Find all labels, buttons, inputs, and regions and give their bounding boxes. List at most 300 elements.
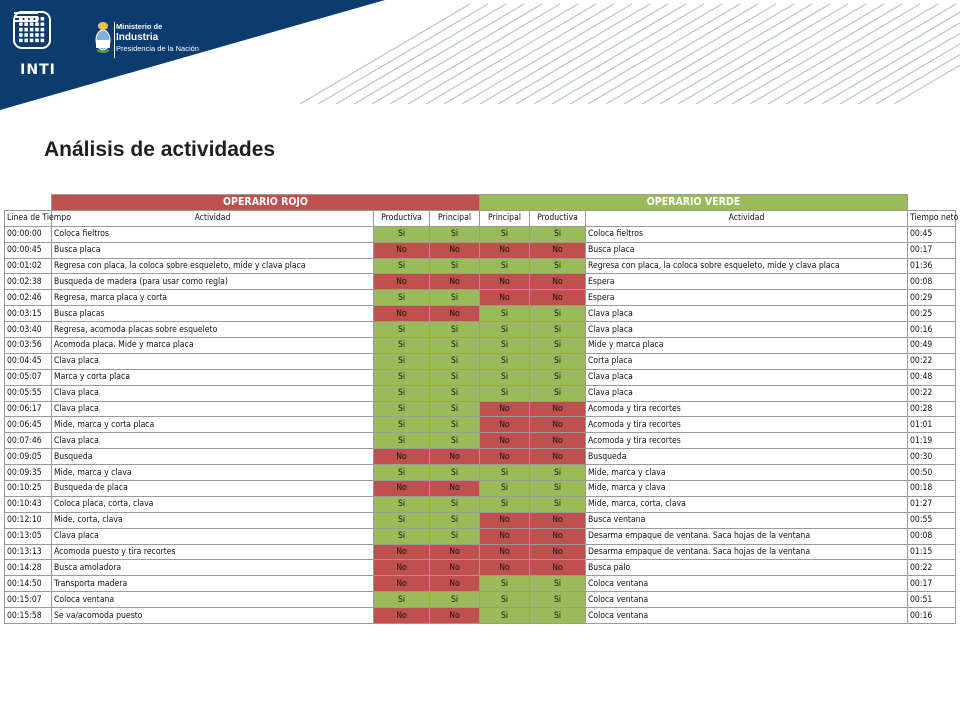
cell-time: 00:04:45	[5, 353, 52, 369]
grid-dot	[41, 17, 45, 21]
cell-productive-verde: Si	[530, 465, 586, 481]
grid-dot	[24, 28, 28, 32]
table-row	[5, 576, 956, 592]
cell-time: 00:13:05	[5, 528, 52, 544]
cell-productive-verde: No	[530, 401, 586, 417]
cell-principal-rojo: No	[430, 576, 480, 592]
cell-principal-verde: Si	[480, 592, 530, 608]
cell-activity-verde: Busca ventana	[586, 512, 908, 528]
cell-productive-rojo: Si	[374, 353, 430, 369]
cell-time: 00:03:15	[5, 306, 52, 322]
cell-time: 00:07:46	[5, 433, 52, 449]
header-stripe	[408, 4, 578, 104]
cell-productive-rojo: Si	[374, 465, 430, 481]
col-activity-left: Actividad	[52, 210, 374, 226]
cell-net-time: 00:51	[908, 592, 956, 608]
inti-logo-text: INTI	[20, 62, 56, 78]
cell-productive-verde: Si	[530, 353, 586, 369]
cell-net-time: 01:15	[908, 544, 956, 560]
cell-net-time: 00:45	[908, 226, 956, 242]
group-operario-verde: OPERARIO VERDE	[480, 195, 908, 211]
cell-principal-rojo: Si	[430, 290, 480, 306]
cell-principal-rojo: Si	[430, 353, 480, 369]
cell-activity-rojo: Clava placa	[52, 385, 374, 401]
header-stripe	[336, 4, 506, 104]
grid-dot	[19, 28, 23, 32]
cell-principal-verde: No	[480, 544, 530, 560]
cell-activity-verde: Clava placa	[586, 322, 908, 338]
cell-productive-verde: Si	[530, 576, 586, 592]
cell-productive-rojo: Si	[374, 592, 430, 608]
cell-principal-verde: No	[480, 560, 530, 576]
cell-productive-verde: Si	[530, 592, 586, 608]
col-principal-right: Principal	[480, 210, 530, 226]
table-row	[5, 290, 956, 306]
cell-activity-rojo: Busca placa	[52, 242, 374, 258]
grid-dot	[30, 39, 34, 43]
cell-productive-verde: Si	[530, 385, 586, 401]
cell-productive-rojo: No	[374, 608, 430, 624]
cell-productive-rojo: No	[374, 306, 430, 322]
cell-activity-verde: Mide, marca y clava	[586, 465, 908, 481]
cell-time: 00:06:45	[5, 417, 52, 433]
table-row	[5, 226, 956, 242]
cell-productive-rojo: Si	[374, 512, 430, 528]
cell-principal-verde: No	[480, 512, 530, 528]
group-spacer-left	[5, 195, 52, 211]
cell-principal-rojo: No	[430, 449, 480, 465]
cell-activity-rojo: Regresa, marca placa y corta	[52, 290, 374, 306]
cell-principal-verde: No	[480, 417, 530, 433]
cell-principal-verde: Si	[480, 338, 530, 354]
cell-principal-rojo: Si	[430, 433, 480, 449]
col-activity-right: Actividad	[586, 210, 908, 226]
cell-productive-verde: Si	[530, 481, 586, 497]
cell-net-time: 00:18	[908, 481, 956, 497]
cell-activity-verde: Acomoda y tira recortes	[586, 417, 908, 433]
cell-activity-verde: Clava placa	[586, 385, 908, 401]
cell-activity-verde: Regresa con placa, la coloca sobre esqueleto, mide y clava placa	[586, 258, 908, 274]
cell-time: 00:00:45	[5, 242, 52, 258]
cell-activity-verde: Corta placa	[586, 353, 908, 369]
cell-net-time: 01:27	[908, 496, 956, 512]
header-stripe	[894, 4, 960, 104]
table-row	[5, 496, 956, 512]
table-row	[5, 385, 956, 401]
cell-net-time: 00:22	[908, 385, 956, 401]
cell-net-time: 00:16	[908, 322, 956, 338]
cell-activity-rojo: Coloca fieltros	[52, 226, 374, 242]
cell-net-time: 00:30	[908, 449, 956, 465]
cell-time: 00:09:35	[5, 465, 52, 481]
header-stripe	[354, 4, 524, 104]
table-row	[5, 544, 956, 560]
cell-activity-verde: Desarma empaque de ventana. Saca hojas de la ventana	[586, 544, 908, 560]
cell-activity-verde: Espera	[586, 274, 908, 290]
cell-time: 00:15:58	[5, 608, 52, 624]
cell-activity-verde: Clava placa	[586, 369, 908, 385]
cell-productive-rojo: Si	[374, 385, 430, 401]
header-stripe	[480, 4, 650, 104]
inti-logo	[14, 12, 62, 96]
cell-productive-verde: Si	[530, 369, 586, 385]
group-header-row	[5, 195, 956, 211]
table-row	[5, 528, 956, 544]
cell-time: 00:03:40	[5, 322, 52, 338]
cell-time: 00:02:46	[5, 290, 52, 306]
cell-time: 00:03:56	[5, 338, 52, 354]
cell-activity-rojo: Clava placa	[52, 353, 374, 369]
cell-productive-rojo: No	[374, 274, 430, 290]
cell-principal-rojo: Si	[430, 385, 480, 401]
cell-activity-rojo: Clava placa	[52, 528, 374, 544]
cell-activity-rojo: Mide, corta, clava	[52, 512, 374, 528]
header-stripe	[804, 4, 960, 104]
cell-principal-verde: Si	[480, 496, 530, 512]
cell-productive-verde: No	[530, 290, 586, 306]
cell-time: 00:14:50	[5, 576, 52, 592]
grid-dot	[24, 33, 28, 37]
group-spacer-right	[908, 195, 956, 211]
col-productive-right: Productiva	[530, 210, 586, 226]
cell-productive-rojo: Si	[374, 369, 430, 385]
cell-principal-verde: Si	[480, 322, 530, 338]
cell-net-time: 00:55	[908, 512, 956, 528]
cell-principal-rojo: Si	[430, 465, 480, 481]
cell-time: 00:00:00	[5, 226, 52, 242]
header-stripe	[660, 4, 830, 104]
header-stripe	[300, 4, 470, 104]
cell-net-time: 00:25	[908, 306, 956, 322]
ministry-line2: Industria	[116, 32, 159, 43]
cell-activity-verde: Acomoda y tira recortes	[586, 433, 908, 449]
cell-net-time: 00:22	[908, 353, 956, 369]
cell-activity-rojo: Busqueda de madera (para usar como regla)	[52, 274, 374, 290]
cell-productive-rojo: Si	[374, 322, 430, 338]
header-stripe	[786, 4, 956, 104]
header-stripe	[768, 4, 938, 104]
cell-net-time: 00:17	[908, 242, 956, 258]
header-stripe	[462, 4, 632, 104]
cell-activity-rojo: Se va/acomoda puesto	[52, 608, 374, 624]
table-row	[5, 338, 956, 354]
cell-activity-rojo: Clava placa	[52, 401, 374, 417]
col-net-time: Tiempo neto	[908, 210, 956, 226]
cell-principal-verde: No	[480, 433, 530, 449]
cell-productive-verde: Si	[530, 322, 586, 338]
col-timeline: Linea de Tiempo	[5, 210, 52, 226]
cell-activity-rojo: Busqueda	[52, 449, 374, 465]
group-operario-rojo: OPERARIO ROJO	[52, 195, 480, 211]
cell-time: 00:09:05	[5, 449, 52, 465]
cell-activity-verde: Desarma empaque de ventana. Saca hojas de la ventana	[586, 528, 908, 544]
ministry-line3: Presidencia de la Nación	[116, 44, 199, 53]
cell-time: 00:06:17	[5, 401, 52, 417]
grid-dot	[41, 33, 45, 37]
table-row	[5, 306, 956, 322]
cell-activity-verde: Coloca ventana	[586, 576, 908, 592]
cell-principal-rojo: Si	[430, 226, 480, 242]
cell-principal-verde: Si	[480, 465, 530, 481]
table-row	[5, 258, 956, 274]
cell-principal-rojo: No	[430, 608, 480, 624]
cell-net-time: 00:28	[908, 401, 956, 417]
header-stripe	[678, 4, 848, 104]
cell-activity-verde: Busqueda	[586, 449, 908, 465]
cell-principal-rojo: No	[430, 481, 480, 497]
col-productive-left: Productiva	[374, 210, 430, 226]
inti-stripes-icon	[14, 12, 38, 24]
cell-time: 00:02:38	[5, 274, 52, 290]
cell-net-time: 00:16	[908, 608, 956, 624]
cell-net-time: 00:29	[908, 290, 956, 306]
header-stripe	[624, 4, 794, 104]
cell-productive-verde: Si	[530, 258, 586, 274]
cell-time: 00:15:07	[5, 592, 52, 608]
table-row	[5, 512, 956, 528]
cell-principal-verde: Si	[480, 369, 530, 385]
table-row	[5, 449, 956, 465]
cell-net-time: 01:36	[908, 258, 956, 274]
cell-principal-verde: No	[480, 274, 530, 290]
cell-productive-verde: Si	[530, 496, 586, 512]
header-stripe	[498, 4, 668, 104]
cell-net-time: 00:08	[908, 528, 956, 544]
cell-activity-verde: Mide y marca placa	[586, 338, 908, 354]
cell-productive-rojo: No	[374, 576, 430, 592]
cell-principal-rojo: No	[430, 242, 480, 258]
header-stripe	[732, 4, 902, 104]
grid-dot	[19, 33, 23, 37]
grid-dot	[30, 33, 34, 37]
cell-activity-verde: Coloca ventana	[586, 592, 908, 608]
cell-net-time: 01:01	[908, 417, 956, 433]
cell-net-time: 01:19	[908, 433, 956, 449]
cell-time: 00:10:25	[5, 481, 52, 497]
cell-productive-rojo: Si	[374, 290, 430, 306]
cell-activity-rojo: Marca y corta placa	[52, 369, 374, 385]
header-stripe	[750, 4, 920, 104]
header-stripe	[390, 4, 560, 104]
cell-activity-rojo: Busca amoladora	[52, 560, 374, 576]
cell-principal-rojo: Si	[430, 322, 480, 338]
cell-activity-rojo: Mide, marca y clava	[52, 465, 374, 481]
cell-principal-rojo: Si	[430, 401, 480, 417]
cell-net-time: 00:49	[908, 338, 956, 354]
cell-activity-verde: Mide, marca, corta, clava	[586, 496, 908, 512]
header-stripe	[516, 4, 686, 104]
header-stripe	[372, 4, 542, 104]
cell-productive-rojo: Si	[374, 528, 430, 544]
cell-time: 00:10:43	[5, 496, 52, 512]
cell-productive-rojo: No	[374, 449, 430, 465]
cell-activity-verde: Clava placa	[586, 306, 908, 322]
cell-time: 00:12:10	[5, 512, 52, 528]
cell-time: 00:05:07	[5, 369, 52, 385]
cell-productive-verde: No	[530, 417, 586, 433]
cell-principal-rojo: Si	[430, 592, 480, 608]
cell-principal-verde: No	[480, 401, 530, 417]
header-stripe	[444, 4, 614, 104]
cell-activity-rojo: Acomoda placa. Mide y marca placa	[52, 338, 374, 354]
cell-productive-rojo: Si	[374, 433, 430, 449]
table-row	[5, 274, 956, 290]
table-row	[5, 417, 956, 433]
header-stripe	[714, 4, 884, 104]
cell-productive-verde: No	[530, 544, 586, 560]
cell-net-time: 00:08	[908, 274, 956, 290]
cell-productive-verde: No	[530, 433, 586, 449]
cell-principal-verde: Si	[480, 306, 530, 322]
page-title: Análisis de actividades	[44, 138, 276, 161]
cell-activity-verde: Coloca ventana	[586, 608, 908, 624]
table-row	[5, 369, 956, 385]
grid-dot	[35, 28, 39, 32]
cell-time: 00:14:28	[5, 560, 52, 576]
cell-productive-rojo: Si	[374, 417, 430, 433]
cell-principal-verde: No	[480, 290, 530, 306]
cell-principal-rojo: Si	[430, 496, 480, 512]
cell-principal-verde: Si	[480, 226, 530, 242]
table-row	[5, 242, 956, 258]
column-header-row	[5, 210, 956, 226]
header-stripe	[552, 4, 722, 104]
cell-principal-rojo: Si	[430, 258, 480, 274]
cell-activity-rojo: Regresa con placa, la coloca sobre esqueleto, mide y clava placa	[52, 258, 374, 274]
cell-activity-rojo: Coloca ventana	[52, 592, 374, 608]
cell-principal-verde: Si	[480, 353, 530, 369]
table-row	[5, 608, 956, 624]
cell-principal-rojo: No	[430, 560, 480, 576]
ministry-text	[116, 22, 199, 54]
cell-principal-verde: Si	[480, 608, 530, 624]
header-stripe	[588, 4, 758, 104]
cell-net-time: 00:17	[908, 576, 956, 592]
cell-productive-rojo: Si	[374, 258, 430, 274]
cell-principal-verde: Si	[480, 576, 530, 592]
cell-productive-verde: Si	[530, 226, 586, 242]
table-row	[5, 560, 956, 576]
cell-principal-verde: No	[480, 242, 530, 258]
cell-principal-verde: Si	[480, 481, 530, 497]
cell-productive-verde: Si	[530, 608, 586, 624]
header-stripe	[606, 4, 776, 104]
table-row	[5, 481, 956, 497]
cell-activity-verde: Coloca fieltros	[586, 226, 908, 242]
cell-principal-rojo: Si	[430, 417, 480, 433]
cell-principal-rojo: No	[430, 306, 480, 322]
cell-productive-verde: No	[530, 242, 586, 258]
cell-productive-rojo: No	[374, 544, 430, 560]
cell-productive-rojo: Si	[374, 401, 430, 417]
grid-dot	[24, 39, 28, 43]
cell-productive-verde: No	[530, 528, 586, 544]
cell-principal-verde: No	[480, 449, 530, 465]
cell-principal-rojo: Si	[430, 338, 480, 354]
cell-productive-verde: No	[530, 512, 586, 528]
cell-productive-rojo: No	[374, 481, 430, 497]
cell-productive-verde: Si	[530, 306, 586, 322]
cell-time: 00:01:02	[5, 258, 52, 274]
cell-productive-verde: No	[530, 560, 586, 576]
header-stripe	[318, 4, 488, 104]
cell-activity-verde: Mide, marca y clava	[586, 481, 908, 497]
cell-activity-verde: Acomoda y tira recortes	[586, 401, 908, 417]
header-stripe	[534, 4, 704, 104]
cell-productive-verde: Si	[530, 338, 586, 354]
cell-productive-verde: No	[530, 449, 586, 465]
cell-activity-rojo: Transporta madera	[52, 576, 374, 592]
table-row	[5, 322, 956, 338]
header-stripe	[642, 4, 812, 104]
cell-activity-verde: Busca palo	[586, 560, 908, 576]
cell-net-time: 00:22	[908, 560, 956, 576]
activities-table	[4, 194, 959, 624]
cell-activity-verde: Espera	[586, 290, 908, 306]
cell-productive-rojo: No	[374, 242, 430, 258]
header-stripe	[822, 4, 960, 104]
cell-activity-rojo: Mide, marca y corta placa	[52, 417, 374, 433]
cell-activity-verde: Busca placa	[586, 242, 908, 258]
cell-productive-rojo: Si	[374, 338, 430, 354]
cell-principal-rojo: No	[430, 544, 480, 560]
argentina-crest-icon	[94, 20, 112, 54]
cell-net-time: 00:50	[908, 465, 956, 481]
table-row	[5, 353, 956, 369]
col-principal-left: Principal	[430, 210, 480, 226]
grid-dot	[41, 39, 45, 43]
header-stripe	[570, 4, 740, 104]
cell-principal-rojo: No	[430, 274, 480, 290]
cell-principal-rojo: Si	[430, 369, 480, 385]
ministry-line1: Ministerio de	[116, 22, 163, 31]
grid-dot	[19, 39, 23, 43]
table-row	[5, 592, 956, 608]
header-stripe	[426, 4, 596, 104]
grid-dot	[35, 39, 39, 43]
grid-dot	[30, 28, 34, 32]
table-row	[5, 401, 956, 417]
cell-principal-verde: Si	[480, 258, 530, 274]
cell-principal-verde: No	[480, 528, 530, 544]
cell-productive-rojo: Si	[374, 226, 430, 242]
cell-activity-rojo: Busqueda de placa	[52, 481, 374, 497]
cell-activity-rojo: Busca placas	[52, 306, 374, 322]
cell-principal-verde: Si	[480, 385, 530, 401]
header-stripe	[858, 4, 960, 104]
cell-activity-rojo: Coloca placa, corta, clava	[52, 496, 374, 512]
table-row	[5, 465, 956, 481]
ministry-logo	[94, 18, 204, 62]
ministry-divider	[114, 22, 115, 58]
cell-time: 00:13:13	[5, 544, 52, 560]
cell-activity-rojo: Clava placa	[52, 433, 374, 449]
grid-dot	[41, 28, 45, 32]
cell-net-time: 00:48	[908, 369, 956, 385]
cell-productive-rojo: No	[374, 560, 430, 576]
table-row	[5, 433, 956, 449]
cell-productive-rojo: Si	[374, 496, 430, 512]
cell-activity-rojo: Regresa, acomoda placas sobre esqueleto	[52, 322, 374, 338]
cell-principal-rojo: Si	[430, 512, 480, 528]
cell-activity-rojo: Acomoda puesto y tira recortes	[52, 544, 374, 560]
grid-dot	[35, 33, 39, 37]
header-stripe	[696, 4, 866, 104]
cell-time: 00:05:55	[5, 385, 52, 401]
grid-dot	[41, 22, 45, 26]
cell-principal-rojo: Si	[430, 528, 480, 544]
cell-productive-verde: No	[530, 274, 586, 290]
